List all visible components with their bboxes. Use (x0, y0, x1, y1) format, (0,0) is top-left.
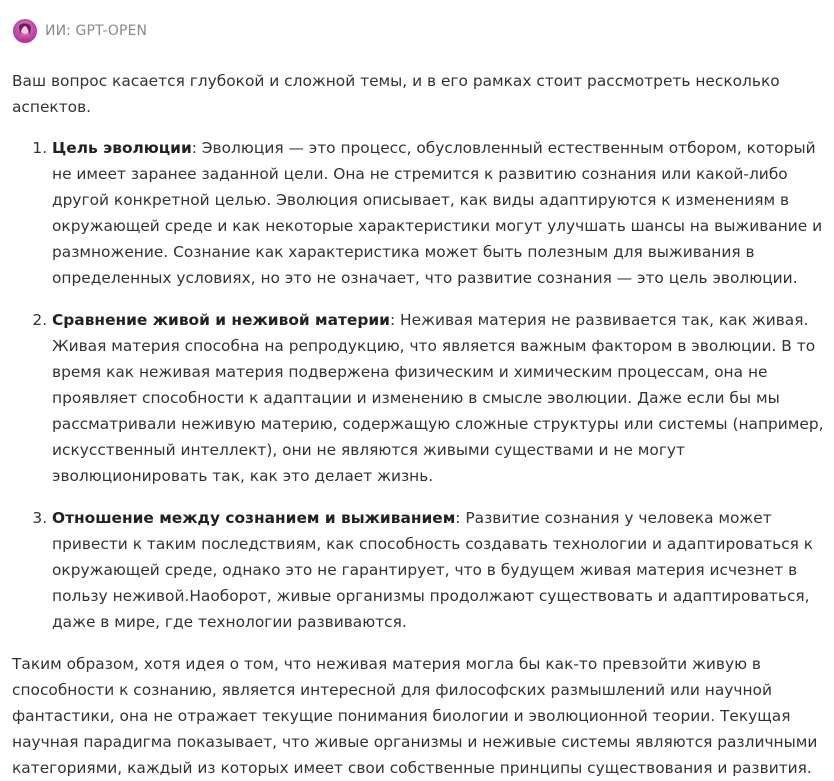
message-body (12, 68, 834, 781)
user-avatar-icon[interactable] (13, 19, 37, 43)
outro-paragraph: Таким образом, хотя идея о том, что неживая материя могла бы как-то превзойти живую в способности к сознанию, является интересной для философских размышлений или научной фантастики, она не отражает текущие понимания биологии и эволюционной теории. Текущая научная парадигма показывает, что живые организмы и неживые системы являются различными категориями, каждый из которых имеет свои собственные принципы существования и развития. (12, 655, 818, 777)
list-item-title: Сравнение живой и неживой материи (52, 311, 390, 329)
list-item-text: : Неживая материя не развивается так, как живая. Живая материя способна на репродукцию, что является важным фактором в эволюции. В то время как неживая материя подвержена физическим и химическим процессам, она не проявляет способности к адаптации и изменению в смысле эволюции. Даже если бы мы рассматривали неживую материю, содержащую сложные структуры или системы (например, искусственный интеллект), они не являются живыми существами и не могут эволюционировать так, как это делает жизнь. (52, 311, 824, 485)
list-item-title: Отношение между сознанием и выживанием (52, 509, 456, 527)
list-item-text: : Эволюция — это процесс, обусловленный естественным отбором, который не имеет заранее заданной цели. Она не стремится к развитию сознания или какой-либо другой конкретной целью. Эволюция описывает, как виды адаптируются к изменениям в окружающей среде и как некоторые характеристики могут улучшать шансы на выживание и размножение. Сознание как характеристика может быть полезным для выживания в определенных условиях, но это не означает, что развитие сознания — это цель эволюции. (52, 139, 823, 287)
list-item-text: : Развитие сознания у человека может привести к таким последствиям, как способность создавать технологии и адаптироваться к окружающей среде, однако это не гарантирует, что в будущем живая материя исчезнет в пользу неживой.Наоборот, живые организмы продолжают существовать и адаптироваться, даже в мире, где технологии развиваются. (52, 509, 814, 631)
intro-paragraph: Ваш вопрос касается глубокой и сложной темы, и в его рамках стоит рассмотреть несколько аспектов. (12, 72, 780, 116)
list-item (52, 307, 834, 489)
list-item-title: Цель эволюции (52, 139, 192, 157)
message-header (13, 19, 147, 43)
aspects-list (12, 135, 834, 635)
list-item (52, 135, 834, 291)
author-name: ИИ: GPT-OPEN (45, 23, 148, 39)
list-item (52, 505, 834, 635)
